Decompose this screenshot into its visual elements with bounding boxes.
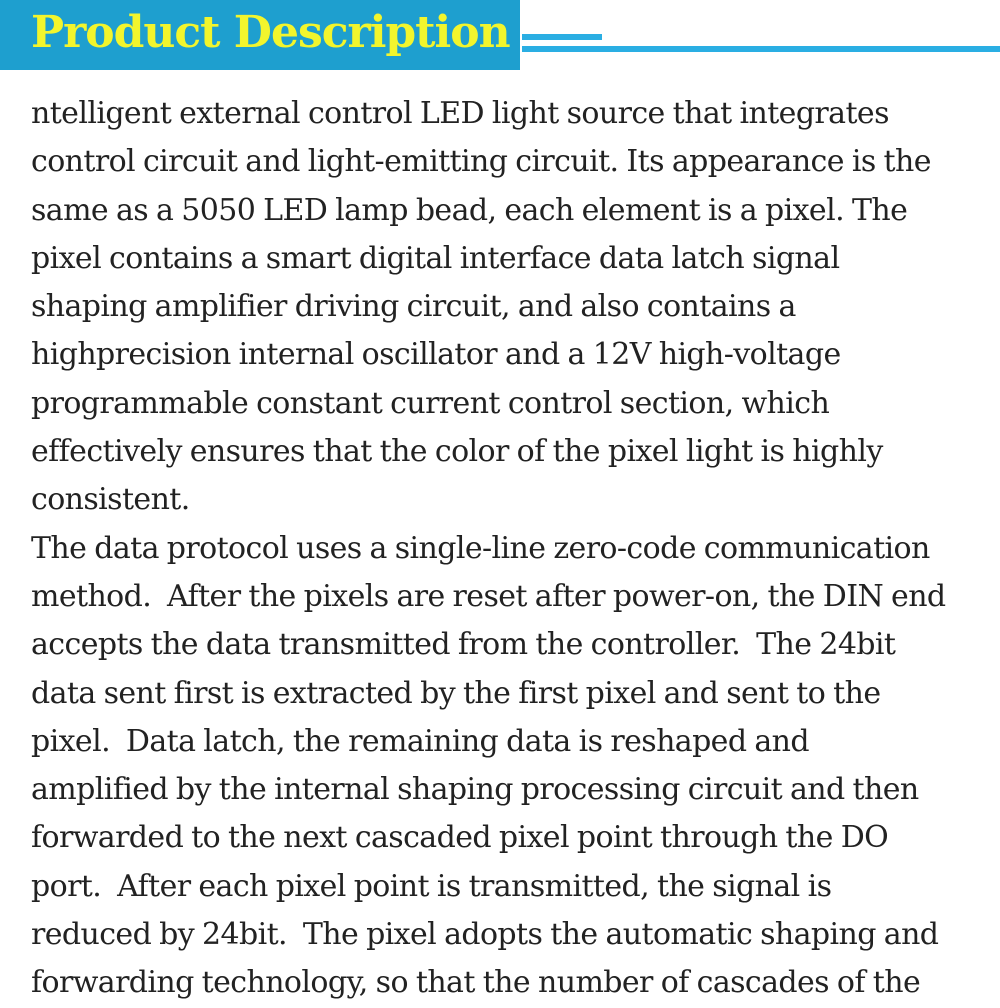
text-line: method. After the pixels are reset after power-on, the DIN end (31, 578, 946, 614)
text-line: pixel contains a smart digital interface data latch signal (31, 240, 840, 276)
text-line: forwarded to the next cascaded pixel point through the DO (31, 820, 889, 856)
text-line: control circuit and light-emitting circuit. Its appearance is the (31, 144, 931, 180)
text-line: pixel. Data latch, the remaining data is reshaped and (31, 723, 809, 759)
header-banner (0, 0, 520, 70)
header-accent-line-short (522, 34, 602, 40)
text-line: highprecision internal oscillator and a 12V high-voltage (31, 337, 841, 373)
product-description-text (31, 90, 971, 1008)
text-line: forwarding technology, so that the number of cascades of the (31, 965, 921, 1001)
text-line: shaping amplifier driving circuit, and also contains a (31, 289, 796, 325)
text-line: data sent first is extracted by the first pixel and sent to the (31, 675, 881, 711)
text-line: effectively ensures that the color of the pixel light is highly (31, 434, 883, 470)
text-line: accepts the data transmitted from the controller. The 24bit (31, 627, 896, 663)
text-line: ntelligent external control LED light source that integrates (31, 96, 889, 131)
text-line: port. After each pixel point is transmitted, the signal is (31, 868, 832, 904)
text-line: reduced by 24bit. The pixel adopts the automatic shaping and (31, 917, 939, 953)
text-line: same as a 5050 LED lamp bead, each element is a pixel. The (31, 192, 908, 228)
text-line: consistent. (31, 482, 190, 518)
page-title: Product Description (31, 7, 510, 58)
text-line: The data protocol uses a single-line zero-code communication (31, 530, 930, 566)
text-line: programmable constant current control section, which (31, 385, 830, 421)
text-line: amplified by the internal shaping processing circuit and then (31, 772, 919, 808)
header-accent-line-long (522, 46, 1000, 52)
